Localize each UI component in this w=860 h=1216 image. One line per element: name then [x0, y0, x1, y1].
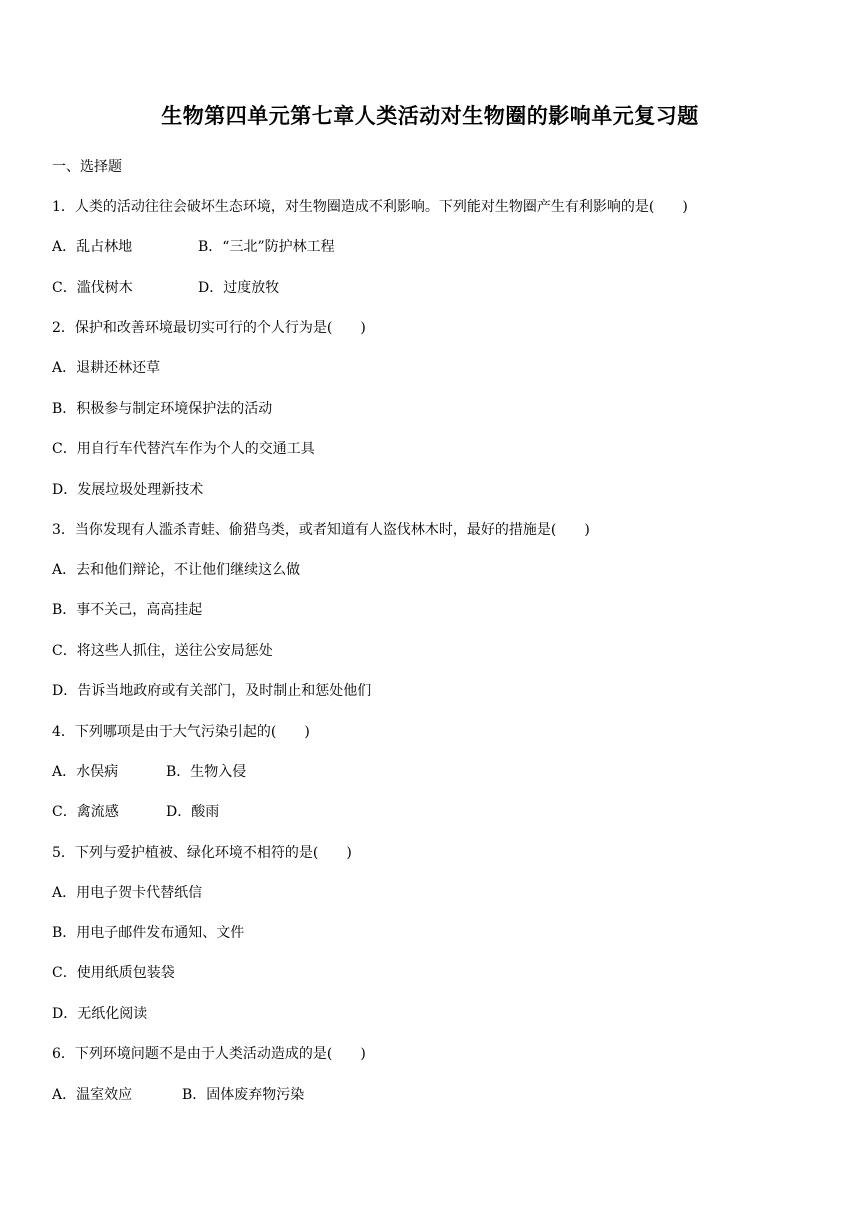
option-d: D．酸雨 — [166, 804, 220, 820]
option-c: C．禽流感 — [52, 804, 119, 820]
question-2-option-a: A．退耕还林还草 — [52, 360, 161, 376]
question-4-options-row-1 — [52, 762, 247, 782]
question-3-option-a: A．去和他们辩论，不让他们继续这么做 — [52, 562, 301, 578]
question-2-option-d: D．发展垃圾处理新技术 — [52, 482, 204, 498]
question-4-stem: 4．下列哪项是由于大气污染引起的( ) — [52, 724, 310, 740]
question-1-options-row-1 — [52, 237, 335, 257]
option-b: B．“三北”防护林工程 — [198, 239, 335, 255]
question-5-option-b: B．用电子邮件发布通知、文件 — [52, 925, 245, 941]
question-2-stem: 2．保护和改善环境最切实可行的个人行为是( ) — [52, 320, 366, 336]
question-1-options-row-2 — [52, 278, 280, 298]
question-4-options-row-2 — [52, 802, 220, 822]
question-5-stem: 5．下列与爱护植被、绿化环境不相符的是( ) — [52, 845, 352, 861]
option-b: B．固体废弃物污染 — [182, 1087, 305, 1103]
option-b: B．生物入侵 — [166, 764, 247, 780]
document-title: 生物第四单元第七章人类活动对生物圈的影响单元复习题 — [161, 104, 699, 128]
question-5-option-a: A．用电子贺卡代替纸信 — [52, 885, 203, 901]
question-6-options-row-1 — [52, 1085, 305, 1105]
question-3-option-d: D．告诉当地政府或有关部门，及时制止和惩处他们 — [52, 683, 372, 699]
option-c: C．滥伐树木 — [52, 280, 133, 296]
option-d: D．过度放牧 — [198, 280, 280, 296]
option-a: A．温室效应 — [52, 1087, 133, 1103]
question-3-option-b: B．事不关己，高高挂起 — [52, 602, 203, 618]
question-3-option-c: C．将这些人抓住，送往公安局惩处 — [52, 643, 273, 659]
question-6-stem: 6．下列环境问题不是由于人类活动造成的是( ) — [52, 1046, 366, 1062]
question-5-option-d: D．无纸化阅读 — [52, 1006, 148, 1022]
question-2-option-c: C．用自行车代替汽车作为个人的交通工具 — [52, 441, 315, 457]
question-2-option-b: B．积极参与制定环境保护法的活动 — [52, 401, 273, 417]
question-1-stem: 1．人类的活动往往会破坏生态环境，对生物圈造成不利影响。下列能对生物圈产生有利影响的是( ) — [52, 199, 688, 215]
section-heading: 一、选择题 — [52, 159, 122, 175]
question-5-option-c: C．使用纸质包装袋 — [52, 965, 175, 981]
option-a: A．水俣病 — [52, 764, 119, 780]
question-3-stem: 3．当你发现有人滥杀青蛙、偷猎鸟类，或者知道有人盗伐林木时，最好的措施是( ) — [52, 522, 590, 538]
option-a: A．乱占林地 — [52, 239, 133, 255]
